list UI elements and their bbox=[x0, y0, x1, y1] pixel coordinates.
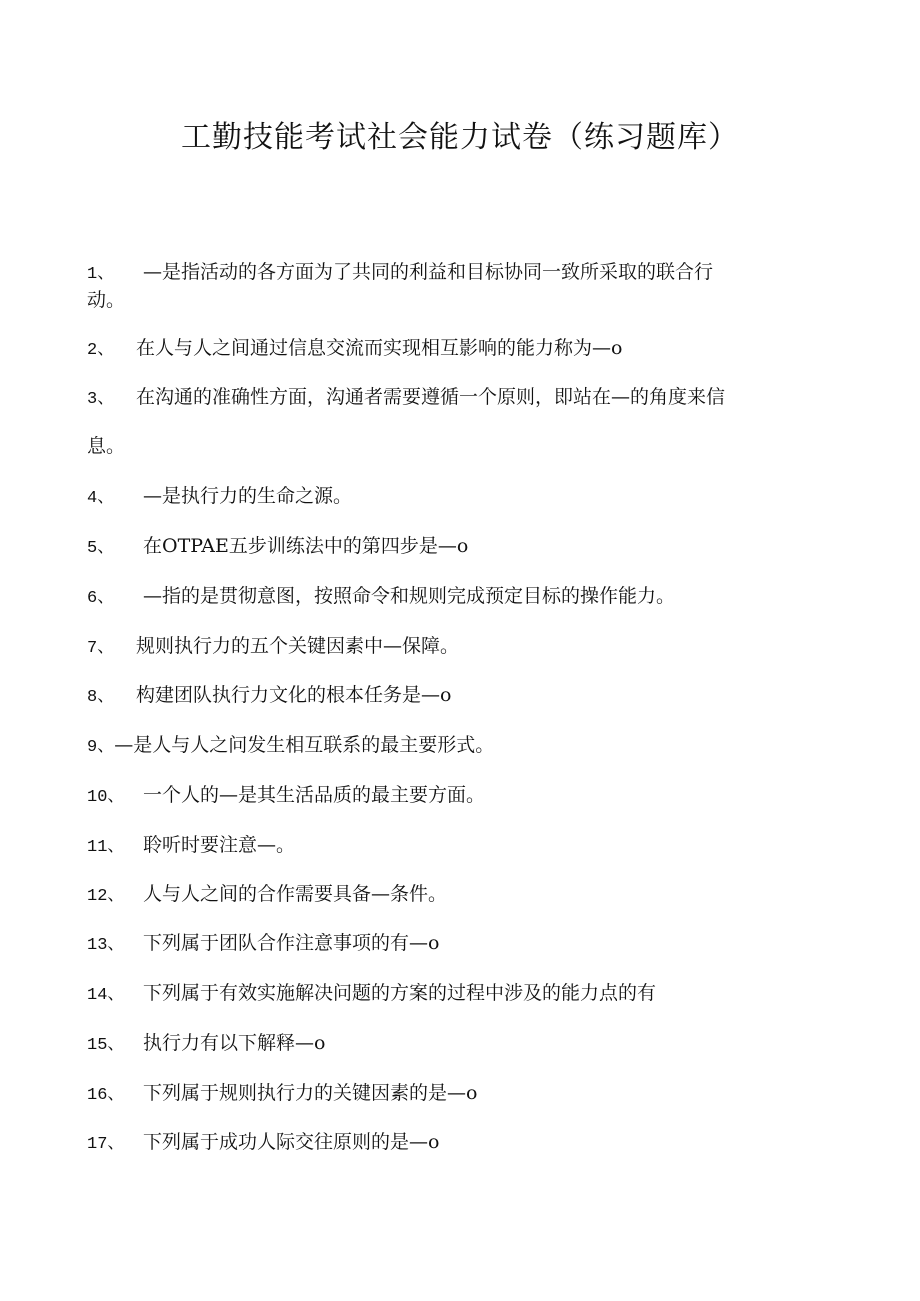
question-text: —是执行力的生命之源。 bbox=[143, 485, 353, 507]
question-text: 一个人的—是其生活品质的最主要方面。 bbox=[143, 784, 486, 806]
question-text: 下列属于有效实施解决问题的方案的过程中涉及的能力点的有 bbox=[143, 982, 657, 1004]
question-item bbox=[87, 976, 822, 1013]
question-item bbox=[87, 1076, 822, 1113]
question-text: 构建团队执行力文化的根本任务是—o bbox=[136, 684, 452, 706]
question-number: 2、 bbox=[87, 341, 115, 360]
question-number: 3、 bbox=[87, 390, 115, 409]
question-number: 16、 bbox=[87, 1086, 125, 1105]
question-item bbox=[87, 926, 822, 963]
page-title: 工勤技能考试社会能力试卷（练习题库） bbox=[181, 120, 739, 155]
question-number: 10、 bbox=[87, 788, 125, 807]
question-item bbox=[87, 1125, 822, 1162]
question-text: 下列属于成功人际交往原则的是—o bbox=[143, 1131, 440, 1153]
question-item bbox=[87, 579, 822, 616]
question-item bbox=[87, 877, 822, 914]
question-item bbox=[87, 778, 822, 815]
question-text: 下列属于团队合作注意事项的有—o bbox=[143, 932, 440, 954]
question-number: 12、 bbox=[87, 887, 125, 906]
question-number: 9、 bbox=[87, 738, 115, 757]
question-item bbox=[87, 331, 822, 368]
question-number: 8、 bbox=[87, 688, 115, 707]
question-item bbox=[87, 828, 822, 865]
question-number: 14、 bbox=[87, 986, 125, 1005]
question-text: —是指活动的各方面为了共同的利益和目标协同一致所采取的联合行 bbox=[143, 261, 714, 283]
question-item bbox=[87, 629, 822, 666]
question-text: 在沟通的准确性方面，沟通者需要遵循一个原则，即站在—的角度来信 bbox=[136, 386, 726, 408]
question-item bbox=[87, 678, 822, 715]
question-item bbox=[87, 1026, 822, 1063]
question-text: 在人与人之间通过信息交流而实现相互影响的能力称为—o bbox=[136, 337, 623, 359]
question-number: 11、 bbox=[87, 838, 125, 857]
question-text: —是人与人之问发生相互联系的最主要形式。 bbox=[114, 734, 495, 756]
question-continuation: 动。 bbox=[87, 289, 126, 311]
question-text: 在OTPAE五步训练法中的第四步是—o bbox=[143, 535, 469, 557]
question-text: 执行力有以下解释—o bbox=[143, 1032, 326, 1054]
question-number: 17、 bbox=[87, 1135, 125, 1154]
question-item bbox=[87, 728, 822, 765]
question-number: 5、 bbox=[87, 539, 115, 558]
question-item bbox=[87, 255, 822, 292]
question-item bbox=[87, 380, 822, 417]
question-number: 1、 bbox=[87, 265, 115, 284]
question-number: 13、 bbox=[87, 936, 125, 955]
question-text: 人与人之间的合作需要具备—条件。 bbox=[143, 883, 448, 905]
question-number: 15、 bbox=[87, 1036, 125, 1055]
question-text: 下列属于规则执行力的关键因素的是—o bbox=[143, 1082, 478, 1104]
question-number: 6、 bbox=[87, 589, 115, 608]
question-text: —指的是贯彻意图，按照命令和规则完成预定目标的操作能力。 bbox=[143, 585, 676, 607]
question-number: 4、 bbox=[87, 489, 115, 508]
question-text: 聆听时要注意—。 bbox=[143, 834, 296, 856]
question-item bbox=[87, 479, 822, 516]
question-number: 7、 bbox=[87, 639, 115, 658]
question-item bbox=[87, 529, 822, 566]
question-continuation: 息。 bbox=[87, 435, 126, 457]
question-text: 规则执行力的五个关键因素中—保障。 bbox=[136, 635, 460, 657]
